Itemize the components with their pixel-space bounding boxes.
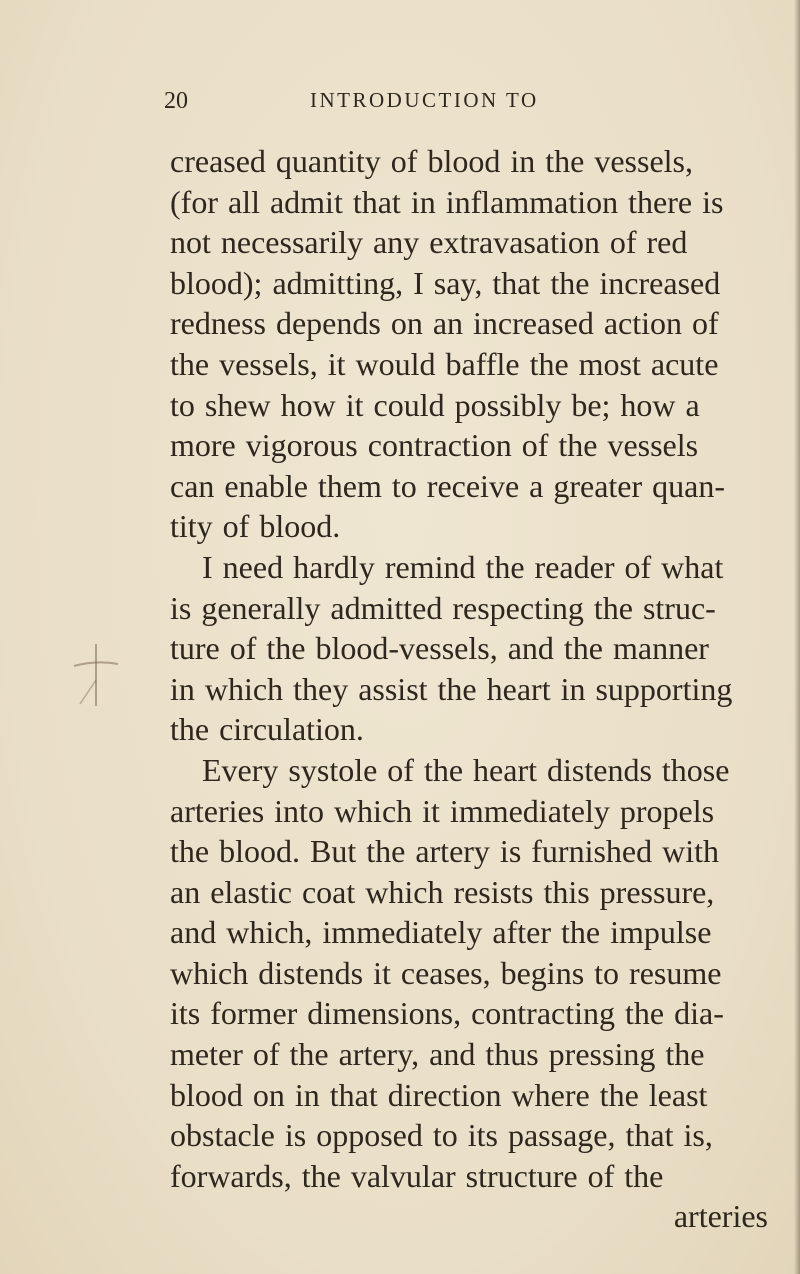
text-line: the blood. But the artery is furnished with xyxy=(170,833,720,870)
text-line: which distends it ceases, begins to resume xyxy=(170,954,722,991)
text-line: obstacle is opposed to its passage, that is, xyxy=(170,1117,713,1154)
text-line: and which, immediately after the impulse xyxy=(170,914,712,951)
text-line: is generally admitted respecting the struc- xyxy=(170,589,716,626)
text-line: in which they assist the heart in supporting xyxy=(170,670,733,707)
catchword: arteries xyxy=(673,1198,768,1235)
text-line: not necessarily any extravasation of red xyxy=(170,224,688,261)
text-line: ture of the blood-vessels, and the manner xyxy=(170,630,709,667)
body-text xyxy=(170,141,770,1237)
text-line: tity of blood. xyxy=(170,508,341,545)
text-line: arteries into which it immediately propels xyxy=(170,792,715,829)
paragraph-start-line: I need hardly remind the reader of what xyxy=(202,548,724,585)
running-head: INTRODUCTION TO xyxy=(310,88,539,112)
text-line: can enable them to receive a greater quan- xyxy=(170,467,726,504)
paragraph-start-line: Every systole of the heart distends those xyxy=(202,751,730,788)
text-line: its former dimensions, contracting the dia- xyxy=(170,995,724,1032)
text-line: redness depends on an increased action of xyxy=(170,305,719,342)
text-line: blood); admitting, I say, that the increased xyxy=(170,264,721,301)
page-header xyxy=(164,88,614,122)
text-line: the vessels, it would baffle the most acute xyxy=(170,345,719,382)
margin-ink-mark xyxy=(66,640,126,710)
text-line: meter of the artery, and thus pressing the xyxy=(170,1036,705,1073)
text-line: (for all admit that in inflammation there is xyxy=(170,183,724,220)
page-number: 20 xyxy=(164,88,188,114)
text-line: more vigorous contraction of the vessels xyxy=(170,427,699,464)
page-edge-shadow xyxy=(794,0,800,1274)
text-line: an elastic coat which resists this pressure, xyxy=(170,873,715,910)
text-line: to shew how it could possibly be; how a xyxy=(170,386,700,423)
text-line: blood on in that direction where the least xyxy=(170,1076,708,1113)
text-line: the circulation. xyxy=(170,711,364,748)
text-line: forwards, the valvular structure of the xyxy=(170,1157,664,1194)
text-line: creased quantity of blood in the vessels, xyxy=(170,143,693,179)
